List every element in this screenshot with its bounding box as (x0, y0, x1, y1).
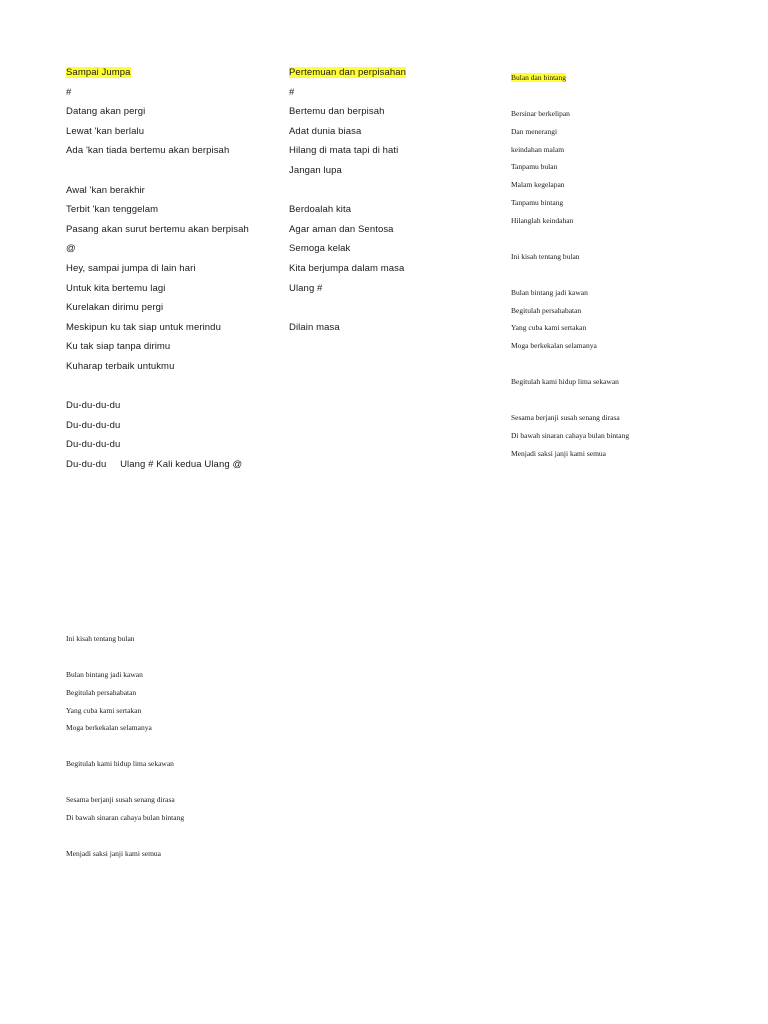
lyric-line: Menjadi saksi janji kami semua (511, 448, 606, 458)
title-highlight: Sampai Jumpa (66, 67, 131, 78)
lyric-line (511, 90, 629, 108)
lyric-line: Semoga kelak (289, 243, 351, 255)
lyric-line (66, 651, 184, 669)
song-title (289, 66, 406, 86)
lyric-line (66, 830, 184, 848)
song-title (66, 66, 249, 86)
lyric-line: Sesama berjanji susah senang dirasa (511, 412, 620, 422)
lyrics-column-bulan-bintang (511, 72, 629, 466)
title-highlight: Pertemuan dan perpisahan (289, 67, 407, 78)
lyric-line: Meskipun ku tak siap untuk merindu (66, 321, 221, 333)
lyric-line (289, 184, 406, 204)
lyric-line: Pasang akan surut bertemu akan berpisah (66, 223, 249, 235)
lyric-line (66, 740, 184, 758)
lyric-line: Awal 'kan berakhir (66, 184, 145, 196)
lyric-line: Begitulah persahabatan (511, 305, 582, 315)
lyric-line: Jangan lupa (289, 164, 342, 176)
title-highlight: Bulan dan bintang (511, 73, 566, 82)
lyric-line: Menjadi saksi janji kami semua (66, 848, 161, 858)
lyric-line: Terbit 'kan tenggelam (66, 204, 159, 216)
lyric-line: Bulan bintang jadi kawan (66, 669, 143, 679)
lyric-line: Datang akan pergi (66, 106, 146, 118)
lyric-line (511, 233, 629, 251)
lyric-line: Berdoalah kita (289, 204, 352, 216)
lyric-line: Hilang di mata tapi di hati (289, 145, 399, 157)
lyric-line: @ (66, 243, 76, 255)
lyric-line: Du-du-du-du (66, 439, 121, 451)
lyric-line: Du-du-du-du (66, 400, 121, 412)
lyric-line: Yang cuba kami sertakan (66, 705, 142, 715)
lyric-line: # (66, 86, 72, 98)
lyric-line: keindahan malam (511, 144, 565, 154)
lyric-line (511, 358, 629, 376)
song-title (511, 72, 629, 90)
lyric-line: # (289, 86, 295, 98)
lyric-line: Yang cuba kami sertakan (511, 323, 587, 333)
lyric-line (66, 380, 249, 400)
lyric-line: Kurelakan dirimu pergi (66, 302, 164, 314)
lyric-line: Dilain masa (289, 321, 340, 333)
lyric-line: Du-du-du-du (66, 419, 121, 431)
lyric-line: Ada 'kan tiada bertemu akan berpisah (66, 145, 230, 157)
lyric-line: Kuharap terbaik untukmu (66, 360, 175, 372)
lyric-line: Bertemu dan berpisah (289, 106, 385, 118)
lyric-line: Tanpamu bintang (511, 198, 564, 208)
lyric-line: Di bawah sinaran cahaya bulan bintang (66, 812, 185, 822)
lyric-line: Adat dunia biasa (289, 125, 362, 137)
lyric-line: Sesama berjanji susah senang dirasa (66, 795, 175, 805)
lyric-line: Ulang # (289, 282, 323, 294)
lyric-line: Moga berkekalan selamanya (511, 341, 597, 351)
lyric-line: Agar aman dan Sentosa (289, 223, 394, 235)
lyric-line: Dan menerangi (511, 126, 558, 136)
lyrics-column-pertemuan (289, 66, 406, 340)
lyric-line: Begitulah kami hidup lima sekawan (66, 759, 174, 769)
lyric-line: Kita berjumpa dalam masa (289, 262, 405, 274)
lyric-line (511, 269, 629, 287)
lyrics-column-sampai-jumpa (66, 66, 249, 477)
lyric-line: Bulan bintang jadi kawan (511, 287, 588, 297)
lyric-line: Untuk kita bertemu lagi (66, 282, 166, 294)
lyrics-block-repeat (66, 633, 184, 866)
lyric-line: Hilanglah keindahan (511, 216, 574, 226)
lyric-line: Du-du-du Ulang # Kali kedua Ulang @ (66, 458, 243, 470)
lyric-line: Malam kegelapan (511, 180, 565, 190)
lyric-line (289, 301, 406, 321)
lyric-line: Bersinar berkelipan (511, 108, 570, 118)
lyric-line: Tanpamu bulan (511, 162, 558, 172)
lyric-line: Ku tak siap tanpa dirimu (66, 341, 171, 353)
lyric-line: Ini kisah tentang bulan (511, 251, 580, 261)
lyric-line (66, 776, 184, 794)
lyric-line: Begitulah persahabatan (66, 687, 137, 697)
lyric-line (511, 394, 629, 412)
lyric-line: Begitulah kami hidup lima sekawan (511, 377, 619, 387)
lyric-line: Di bawah sinaran cahaya bulan bintang (511, 430, 630, 440)
lyric-line: Ini kisah tentang bulan (66, 634, 135, 643)
lyric-line: Hey, sampai jumpa di lain hari (66, 262, 196, 274)
lyric-line (66, 164, 249, 184)
lyric-line: Lewat 'kan berlalu (66, 125, 145, 137)
lyric-line: Moga berkekalan selamanya (66, 723, 152, 733)
